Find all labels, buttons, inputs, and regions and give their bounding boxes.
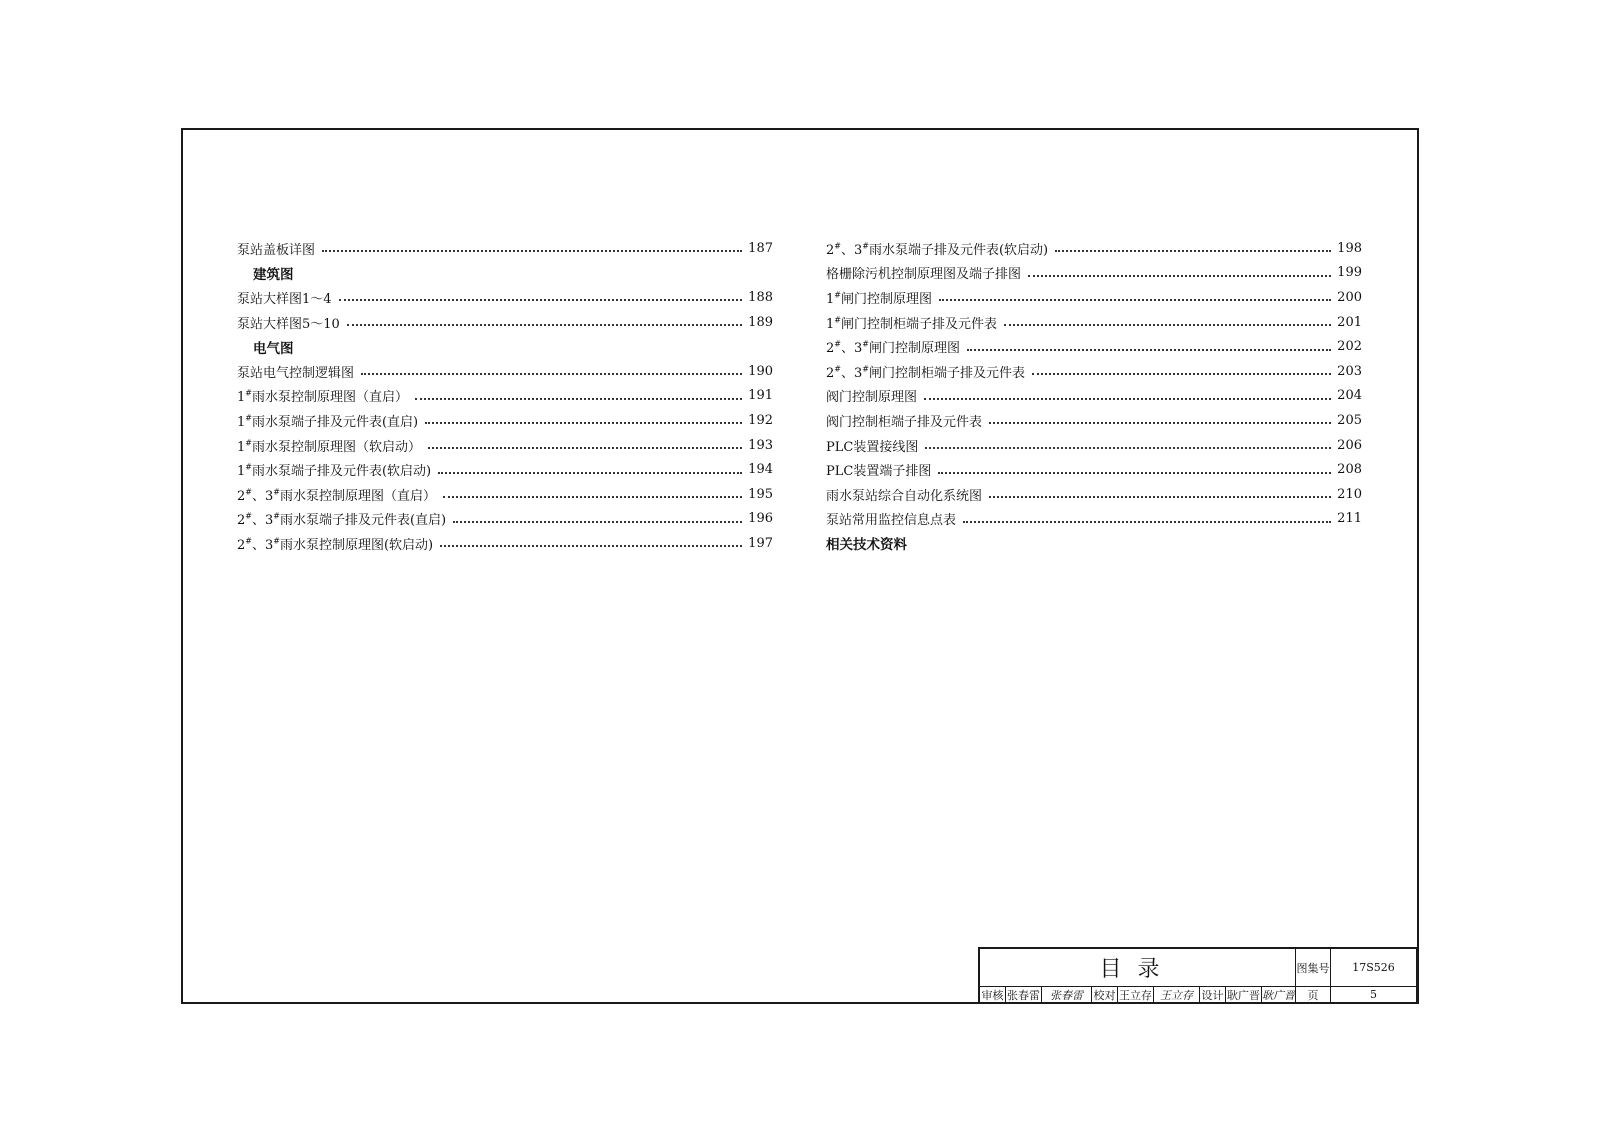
toc-entry-title: 2#、3#雨水泵控制原理图(软启动) — [237, 534, 436, 553]
dot-leader — [989, 496, 1331, 498]
toc-entry[interactable] — [826, 285, 1362, 310]
dot-leader — [443, 496, 742, 498]
toc-entry-title: 泵站常用监控信息点表 — [826, 509, 959, 528]
dot-leader — [1028, 275, 1331, 277]
reviewer-signature: 张春雷 — [1042, 987, 1092, 1003]
dot-leader — [347, 324, 742, 326]
atlas-number: 17S526 — [1331, 949, 1417, 987]
dot-leader — [1032, 373, 1331, 375]
review-label: 审核 — [980, 987, 1006, 1003]
toc-entry-page: 191 — [748, 388, 773, 404]
toc-entry-page: 188 — [748, 289, 773, 305]
toc-entry[interactable] — [237, 482, 773, 507]
toc-entry[interactable] — [237, 457, 773, 482]
dot-leader — [989, 422, 1331, 424]
toc-entry[interactable] — [237, 433, 773, 458]
page-label: 页 — [1296, 987, 1331, 1003]
toc-entry[interactable] — [826, 359, 1362, 384]
dot-leader — [428, 447, 742, 449]
toc-entry-page: 210 — [1337, 486, 1362, 502]
toc-entry-title: 1#雨水泵端子排及元件表(软启动) — [237, 460, 434, 479]
dot-leader — [939, 299, 1331, 301]
toc-entry-page: 205 — [1337, 412, 1362, 428]
dot-leader — [963, 521, 1331, 523]
dot-leader — [415, 398, 742, 400]
dot-leader — [361, 373, 742, 375]
toc-entry[interactable] — [237, 310, 773, 335]
toc-entry-title: 泵站大样图1～4 — [237, 288, 335, 307]
check-label: 校对 — [1092, 987, 1118, 1003]
toc-entry[interactable] — [826, 433, 1362, 458]
title-block — [978, 947, 1417, 1003]
toc-entry-page: 190 — [748, 363, 773, 379]
toc-entry-title: 1#雨水泵端子排及元件表(直启) — [237, 411, 421, 430]
toc-entry-title: 泵站盖板详图 — [237, 239, 318, 258]
toc-entry-title: 1#闸门控制柜端子排及元件表 — [826, 313, 1000, 332]
dot-leader — [1055, 250, 1331, 252]
designer-signature: 耿广晋 — [1262, 988, 1295, 1002]
page-number: 5 — [1331, 987, 1417, 1003]
toc-entry[interactable] — [237, 531, 773, 556]
dot-leader — [425, 422, 742, 424]
toc-entry-title: 格栅除污机控制原理图及端子排图 — [826, 263, 1024, 282]
dot-leader — [453, 521, 742, 523]
toc-entry-page: 200 — [1337, 289, 1362, 305]
designer-name: 耿广晋 — [1227, 988, 1260, 1002]
toc-entry-title: 2#、3#闸门控制原理图 — [826, 337, 963, 356]
toc-entry-page: 189 — [748, 314, 773, 330]
dot-leader — [1004, 324, 1331, 326]
toc-entry[interactable] — [237, 384, 773, 409]
toc-entry-page: 198 — [1337, 240, 1362, 256]
toc-left-column — [237, 236, 773, 556]
toc-entry-title: PLC装置端子排图 — [826, 460, 934, 479]
dot-leader — [924, 398, 1331, 400]
checker-name: 王立存 — [1119, 988, 1152, 1002]
toc-entry-page: 195 — [748, 486, 773, 502]
toc-entry-title: 泵站大样图5～10 — [237, 313, 343, 332]
toc-entry[interactable] — [237, 285, 773, 310]
dot-leader — [938, 472, 1331, 474]
toc-right-column — [826, 236, 1362, 556]
toc-entry-page: 206 — [1337, 437, 1362, 453]
toc-entry[interactable] — [826, 384, 1362, 409]
toc-entry-page: 199 — [1337, 265, 1362, 281]
reviewer-name: 张春雷 — [1007, 988, 1040, 1002]
toc-entry[interactable] — [237, 408, 773, 433]
toc-entry-title: 泵站电气控制逻辑图 — [237, 362, 357, 381]
toc-entry[interactable] — [826, 236, 1362, 261]
dot-leader — [440, 545, 742, 547]
toc-entry-title: 阀门控制柜端子排及元件表 — [826, 411, 985, 430]
toc-entry[interactable] — [826, 310, 1362, 335]
toc-entry[interactable] — [237, 507, 773, 532]
toc-entry-page: 204 — [1337, 388, 1362, 404]
toc-entry-page: 192 — [748, 412, 773, 428]
toc-entry-page: 197 — [748, 535, 773, 551]
toc-entry-title: 阀门控制原理图 — [826, 386, 920, 405]
dot-leader — [339, 299, 743, 301]
toc-entry-title: 2#、3#雨水泵控制原理图（直启） — [237, 485, 439, 504]
toc-section-heading: 电气图 — [253, 340, 294, 357]
toc-entry[interactable] — [826, 507, 1362, 532]
toc-entry-title: 2#、3#闸门控制柜端子排及元件表 — [826, 362, 1028, 381]
toc-section-heading: 相关技术资料 — [826, 537, 907, 554]
toc-entry-page: 202 — [1337, 339, 1362, 355]
toc-entry-page: 208 — [1337, 462, 1362, 478]
dot-leader — [438, 472, 742, 474]
toc-entry-title: 雨水泵站综合自动化系统图 — [826, 485, 985, 504]
toc-entry[interactable] — [826, 408, 1362, 433]
checker-signature: 王立存 — [1154, 987, 1200, 1003]
dot-leader — [322, 250, 742, 252]
toc-section-heading: 建筑图 — [253, 266, 294, 283]
toc-entry[interactable] — [826, 261, 1362, 286]
dot-leader — [925, 447, 1331, 449]
toc-entry-page: 201 — [1337, 314, 1362, 330]
toc-entry-page: 203 — [1337, 363, 1362, 379]
toc-entry-title: 1#闸门控制原理图 — [826, 288, 935, 307]
design-label: 设计 — [1200, 987, 1226, 1003]
toc-entry-title: PLC装置接线图 — [826, 436, 921, 455]
toc-entry-title: 2#、3#雨水泵端子排及元件表(直启) — [237, 509, 449, 528]
toc-entry-title: 2#、3#雨水泵端子排及元件表(软启动) — [826, 239, 1051, 258]
toc-entry-page: 194 — [748, 462, 773, 478]
toc-entry-title: 1#雨水泵控制原理图（直启） — [237, 386, 411, 405]
toc-entry-page: 196 — [748, 511, 773, 527]
toc-entry-title: 1#雨水泵控制原理图（软启动） — [237, 436, 424, 455]
toc-entry-page: 193 — [748, 437, 773, 453]
toc-entry[interactable] — [826, 334, 1362, 359]
title-block-title: 目录 — [980, 949, 1296, 987]
toc-entry[interactable] — [237, 236, 773, 261]
toc-entry-page: 211 — [1337, 511, 1362, 527]
dot-leader — [967, 349, 1331, 351]
toc-entry[interactable] — [237, 359, 773, 384]
toc-entry-page: 187 — [748, 240, 773, 256]
toc-entry[interactable] — [826, 457, 1362, 482]
atlas-label: 图集号 — [1296, 949, 1331, 987]
toc-entry[interactable] — [826, 482, 1362, 507]
